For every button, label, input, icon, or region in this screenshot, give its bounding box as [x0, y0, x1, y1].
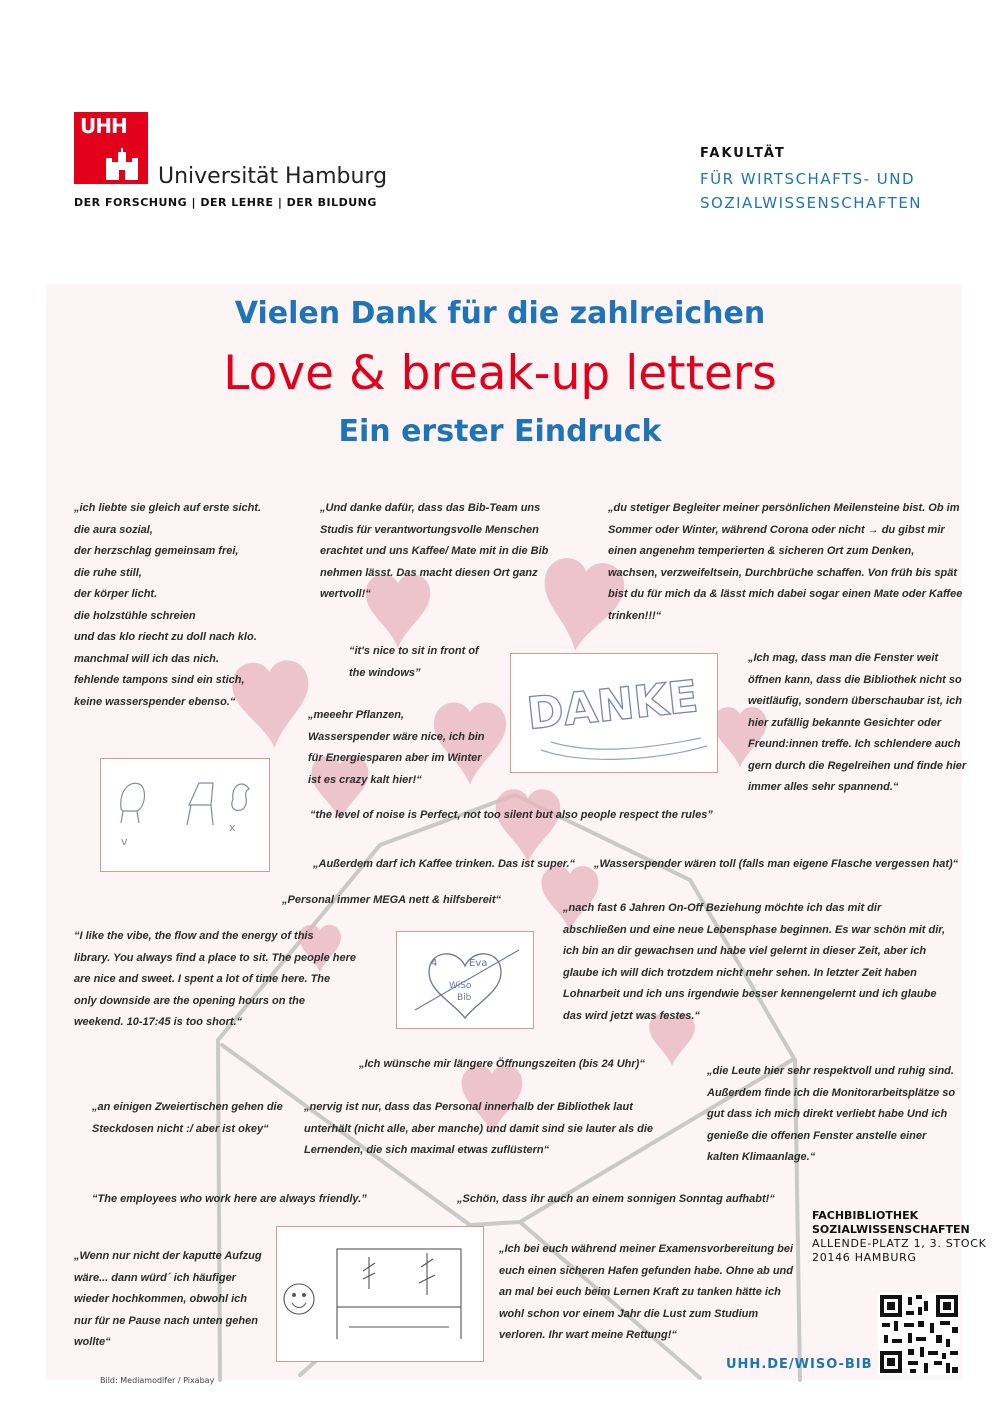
quote-17: “The employees who work here are always friendly.”	[92, 1193, 367, 1205]
quote-20: „Ich bei euch während meiner Examensvorbereitung bei euch einen sicheren Hafen gefunden habe. Ohne ab und an mal bei euch beim Lernen Kraft zu tanken hätte ich wohl schon vor einem Jahr die Lust zum Studium verloren. Ihr wart meine Rettung!“	[499, 1243, 794, 1341]
room-sketch-card	[276, 1226, 484, 1362]
library-address-2: 20146 HAMBURG	[812, 1251, 917, 1264]
quote-3: „du stetiger Begleiter meiner persönlichen Meilensteine bist. Ob im Sommer oder Winter, während Corona oder nicht → du gibst mir einen angenehm temperierten & sicheren Ort zum Denken, wachsen, verzweifeltsein, Durchbrüche schaffen. Von früh bis spät bist du für mich da & lässt mich dabei sogar einen Mate oder Kaffee trinken!!!“	[608, 502, 963, 622]
website-link[interactable]: UHH.DE/WISO-BIB	[726, 1357, 873, 1372]
quote-9: „Wasserspender wären toll (falls man eigene Flasche vergessen hat)“	[594, 858, 959, 870]
quote-18: „Schön, dass ihr auch an einem sonnigen Sonntag aufhabt!“	[457, 1193, 775, 1205]
uhh-logo-text: UHH	[80, 114, 127, 138]
heart-sketch	[397, 932, 533, 1028]
image-credit: Bild: Mediamodifer / Pixabay	[100, 1376, 215, 1385]
quote-5: „Ich mag, dass man die Fenster weit öffnen kann, dass die Bibliothek nicht so weitläufig, sondern überschaubar ist, ich hier zufällig bekannte Gesichter oder Freund:innen treffe. Ich schlendere auch gern durch die Regelreihen und finde hier immer alles sehr spannend.“	[748, 652, 967, 793]
heart-name-3: WiSo	[449, 981, 472, 991]
heart-name-4: Bib	[457, 993, 472, 1003]
quote-14: „die Leute hier sehr respektvoll und ruhig sind. Außerdem finde ich die Monitorarbeitsplätze so gut dass ich mich direkt verliebt habe Und ich genieße die offenen Fenster anstelle einer kalten Klimaanlage.“	[707, 1065, 956, 1163]
danke-text: DANKE	[524, 671, 701, 740]
room-sketch	[277, 1227, 483, 1361]
qr-code-icon[interactable]	[878, 1293, 960, 1375]
quote-16: „nervig ist nur, dass das Personal innerhalb der Bibliothek laut unterhält (nicht alle, aber manche) und damit sind sie lauter als die Lernenden, die sich maximal etwas zuflüstern“	[304, 1101, 654, 1156]
chairs-sketch-card	[100, 758, 270, 872]
quote-6: „meeehr Pflanzen, Wasserspender wäre nice, ich bin für Energiesparen aber im Winter ist es crazy kalt hier!“	[308, 709, 485, 786]
title-line-3: Ein erster Eindruck	[338, 414, 662, 449]
danke-sketch	[511, 654, 717, 772]
quote-19: „Wenn nur nicht der kaputte Aufzug wäre... dann würd´ ich häufiger wieder hochkommen, obwohl ich nur für ne Pause nach unten gehen wollte“	[74, 1250, 262, 1348]
quote-4: “it's nice to sit in front of the windows”	[349, 645, 479, 679]
quote-12: “I like the vibe, the flow and the energy of this library. You always find a place to sit. The people here are nice and sweet. I spent a lot of time here. The only downside are the opening hours on the weekend. 10-17:45 is too short.“	[74, 930, 357, 1028]
quote-13: „Ich wünsche mir längere Öffnungszeiten (bis 24 Uhr)“	[359, 1058, 645, 1070]
title-line-1: Vielen Dank für die zahlreichen	[234, 296, 766, 331]
heart-name-1: 4	[431, 958, 438, 969]
title-line-2: Love & break-up letters	[223, 346, 777, 401]
quote-2: „Und danke dafür, dass das Bib-Team uns Studis für verantwortungsvolle Menschen erachtet und uns Kaffee/ Mate mit in die Bib nehmen lässt. Das macht diesen Ort ganz wertvoll!“	[320, 502, 549, 600]
quote-1: „ich liebte sie gleich auf erste sicht. die aura sozial, der herzschlag gemeinsam frei, die ruhe still, der körper licht. die holzstühle schreien und das klo riecht zu doll nach klo. manchmal will ich das nich. fehlende tampons sind ein stich, keine wasserspender ebenso.“	[74, 502, 262, 708]
library-name-2: SOZIALWISSENSCHAFTEN	[812, 1223, 970, 1236]
chairs-sketch	[101, 759, 269, 871]
hearts	[231, 555, 767, 1134]
faculty-label: FAKULTÄT	[700, 146, 786, 161]
chairs-mark-v: v	[121, 835, 128, 848]
faculty-line-2: SOZIALWISSENSCHAFTEN	[700, 194, 923, 212]
university-tagline: DER FORSCHUNG | DER LEHRE | DER BILDUNG	[74, 196, 377, 209]
quote-11: „nach fast 6 Jahren On-Off Beziehung möchte ich das mit dir abschließen und eine neue Lebensphase beginnen. Es war schön mit dir, ich bin an dir gewachsen und habe viel gelernt in dieser Zeit, aber ich glaube ich will dich trotzdem nicht mehr sehen. In letzter Zeit haben Lohnarbeit und ich uns irgendwie besser kennengelernt und ich glaube das wird jetzt was festes.“	[563, 902, 946, 1022]
danke-sketch-card	[510, 653, 718, 773]
university-name: Universität Hamburg	[158, 164, 388, 189]
quote-10: „Personal immer MEGA nett & hilfsbereit“	[282, 894, 502, 906]
faculty-line-1: FÜR WIRTSCHAFTS- UND	[700, 170, 916, 188]
quote-15: „an einigen Zweiertischen gehen die Steckdosen nicht :/ aber ist okey“	[92, 1101, 283, 1135]
chairs-mark-x: x	[229, 821, 236, 834]
heart-sketch-card	[396, 931, 534, 1029]
library-address-1: ALLENDE-PLATZ 1, 3. STOCK	[812, 1237, 987, 1250]
quote-7: “the level of noise is Perfect, not too silent but also people respect the rules”	[310, 809, 713, 821]
heart-name-2: Eva	[469, 958, 488, 969]
library-name-1: FACHBIBLIOTHEK	[812, 1209, 919, 1222]
quote-8: „Außerdem darf ich Kaffee trinken. Das ist super.“	[313, 858, 576, 870]
